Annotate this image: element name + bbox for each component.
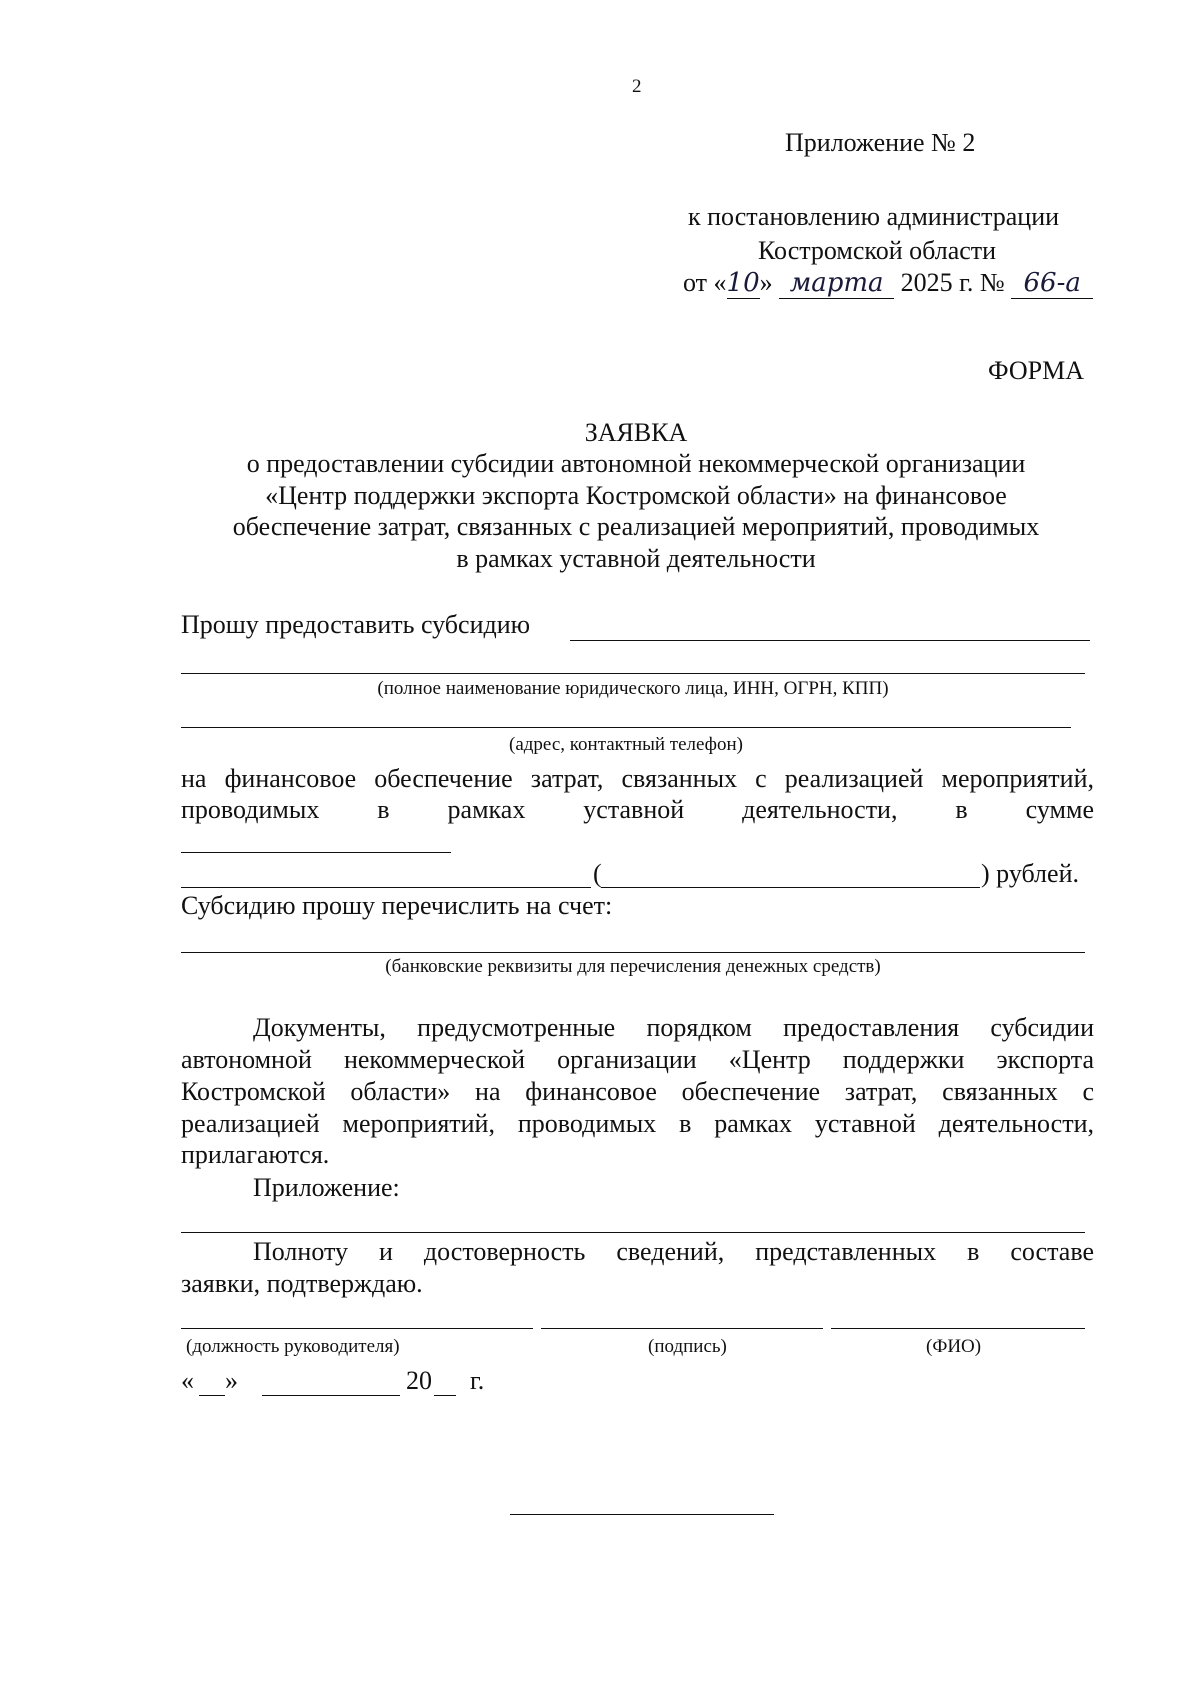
amount-field-continued[interactable] xyxy=(181,852,451,853)
application-subject-line-1: о предоставлении субсидии автономной некоммерческой организации xyxy=(246,449,1026,478)
full-name-caption: (ФИО) xyxy=(926,1336,982,1357)
application-subject-line-3: обеспечение затрат, связанных с реализацией мероприятий, проводимых xyxy=(232,512,1040,541)
closing-divider xyxy=(510,1514,774,1515)
page-number: 2 xyxy=(632,76,642,97)
appendix-date-line xyxy=(683,268,1093,299)
confirmation-line-2: заявки, подтверждаю. xyxy=(181,1269,423,1298)
bank-details-caption: (банковские реквизиты для перечисления денежных средств) xyxy=(385,956,881,977)
sign-date-year-suffix: г. xyxy=(470,1366,485,1395)
sign-date-quote-open: « xyxy=(181,1366,194,1395)
application-title: ЗАЯВКА xyxy=(584,418,688,447)
amount-words-field[interactable] xyxy=(601,887,980,888)
purpose-line-1: на финансовое обеспечение затрат, связанных с реализацией мероприятий, xyxy=(181,764,1094,793)
amount-paren-open: ( xyxy=(593,859,602,888)
decree-number-handwritten: 66-а xyxy=(1011,268,1093,299)
date-day-close: » xyxy=(759,268,773,297)
sign-date-quote-close: » xyxy=(225,1366,238,1395)
documents-line-3: Костромской области» на финансовое обеспечение затрат, связанных с xyxy=(181,1077,1094,1106)
confirmation-line-1: Полноту и достоверность сведений, представленных в составе xyxy=(253,1237,1094,1266)
appendix-decree-line: к постановлению администрации xyxy=(688,202,1060,231)
position-field[interactable] xyxy=(181,1328,533,1329)
application-subject-line-2: «Центр поддержки экспорта Костромской области» на финансовое xyxy=(265,481,1007,510)
sign-date-century: 20 xyxy=(406,1366,432,1395)
amount-digits-field[interactable] xyxy=(181,887,591,888)
currency-label: ) рублей. xyxy=(981,859,1079,888)
form-label: ФОРМА xyxy=(988,356,1084,385)
documents-line-5: прилагаются. xyxy=(181,1140,330,1169)
date-prefix: от « xyxy=(683,268,727,297)
entity-name-field[interactable] xyxy=(181,673,1085,674)
sign-date-month-field[interactable] xyxy=(262,1395,400,1396)
date-month-handwritten: марта xyxy=(779,268,894,299)
account-request: Субсидию прошу перечислить на счет: xyxy=(181,891,613,920)
date-year: 2025 г. № xyxy=(900,268,1005,297)
full-name-field[interactable] xyxy=(831,1328,1085,1329)
sign-date-day-field[interactable] xyxy=(199,1395,225,1396)
request-intro: Прошу предоставить субсидию xyxy=(181,610,531,639)
address-field[interactable] xyxy=(181,727,1071,728)
application-subject-line-4: в рамках уставной деятельности xyxy=(456,544,816,573)
entity-name-caption: (полное наименование юридического лица, ИНН, ОГРН, КПП) xyxy=(377,678,889,699)
attachment-field[interactable] xyxy=(181,1232,1085,1233)
date-day-handwritten: 10 xyxy=(726,268,760,298)
address-caption: (адрес, контактный телефон) xyxy=(509,734,743,755)
position-caption: (должность руководителя) xyxy=(186,1336,400,1357)
documents-line-2: автономной некоммерческой организации «Центр поддержки экспорта xyxy=(181,1045,1094,1074)
appendix-region-line: Костромской области xyxy=(758,236,997,265)
appendix-title: Приложение № 2 xyxy=(785,128,976,157)
attachment-label: Приложение: xyxy=(253,1173,400,1202)
subsidy-recipient-field[interactable] xyxy=(570,640,1090,641)
bank-details-field[interactable] xyxy=(181,952,1085,953)
signature-field[interactable] xyxy=(541,1328,823,1329)
documents-line-4: реализацией мероприятий, проводимых в рамках уставной деятельности, xyxy=(181,1109,1094,1138)
purpose-line-2: проводимых в рамках уставной деятельности, в сумме xyxy=(181,795,1094,824)
documents-line-1: Документы, предусмотренные порядком предоставления субсидии xyxy=(253,1013,1094,1042)
signature-caption: (подпись) xyxy=(648,1336,727,1357)
sign-date-year-field[interactable] xyxy=(434,1395,456,1396)
